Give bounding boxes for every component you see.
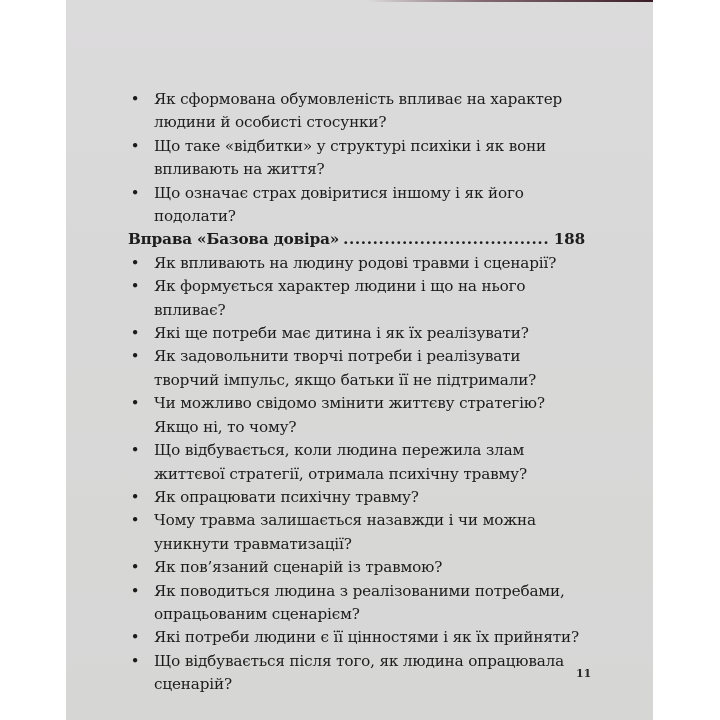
- toc-question-text: Чи можливо свідомо змінити життєву стратегію? Якщо ні, то чому?: [154, 394, 545, 436]
- toc-question-item: [130, 88, 585, 135]
- bullet-icon: •: [130, 581, 140, 600]
- toc-question-text: Як сформована обумовленість впливає на характер людини й особисті стосунки?: [154, 90, 563, 132]
- toc-question-text: Як поводиться людина з реалізованими потребами, опрацьованим сценарієм?: [154, 581, 565, 623]
- toc-question-item: [130, 182, 585, 229]
- bullet-icon: •: [130, 628, 140, 647]
- bullet-icon: •: [130, 136, 140, 155]
- toc-question-item: [130, 626, 585, 649]
- toc-question-item: [130, 345, 585, 392]
- toc-question-text: Що відбувається, коли людина пережила злам життєвої стратегії, отримала психічну травму?: [154, 441, 527, 483]
- bullet-icon: •: [130, 183, 140, 202]
- toc-question-text: Як впливають на людину родові травми і сценарії?: [154, 253, 557, 272]
- page-number: 11: [576, 667, 592, 680]
- toc-question-item: [130, 650, 585, 697]
- bullet-icon: •: [130, 253, 140, 272]
- toc-question-item: [130, 509, 585, 556]
- toc-question-text: Як формується характер людини і що на нього впливає?: [154, 277, 526, 319]
- book-page: [66, 0, 653, 720]
- bullet-icon: •: [130, 651, 140, 670]
- bullet-icon: •: [130, 487, 140, 506]
- bullet-icon: •: [130, 90, 140, 108]
- bullet-icon: •: [130, 558, 140, 577]
- toc-question-item: [130, 580, 585, 627]
- toc-question-item: [130, 252, 585, 275]
- toc-question-text: Що означає страх довіритися іншому і як його подолати?: [154, 183, 524, 226]
- bullet-icon: •: [130, 277, 140, 296]
- section-page-number: 188: [553, 230, 585, 249]
- toc-question-item: [130, 439, 585, 486]
- dot-leader: [343, 228, 550, 251]
- toc-question-item: [130, 556, 585, 579]
- page-top-edge: [366, 0, 653, 2]
- toc-question-text: Як пов’язаний сценарій із травмою?: [154, 558, 443, 577]
- toc-section-entry: [128, 228, 585, 251]
- table-of-contents: [130, 88, 585, 697]
- toc-question-item: [130, 486, 585, 509]
- toc-question-item: [130, 275, 585, 322]
- bullet-icon: •: [130, 394, 140, 413]
- toc-question-text: Як опрацювати психічну травму?: [154, 487, 419, 506]
- bullet-icon: •: [130, 441, 140, 460]
- toc-question-item: [130, 392, 585, 439]
- toc-question-text: Як задовольнити творчі потреби і реалізувати творчий імпульс, якщо батьки її не підтримали?: [154, 347, 537, 389]
- toc-question-item: [130, 322, 585, 345]
- toc-question-text: Які ще потреби має дитина і як їх реалізувати?: [154, 324, 529, 343]
- toc-question-text: Що відбувається після того, як людина опрацювала сценарій?: [154, 651, 565, 694]
- bullet-icon: •: [130, 511, 140, 530]
- toc-question-text: Чому травма залишається назавжди і чи можна уникнути травматизації?: [154, 511, 536, 553]
- toc-question-text: Що таке «відбитки» у структурі психіки і як вони впливають на життя?: [154, 136, 547, 179]
- bullet-icon: •: [130, 347, 140, 366]
- bullet-icon: •: [130, 324, 140, 343]
- toc-question-text: Які потреби людини є її цінностями і як їх прийняти?: [154, 628, 579, 647]
- toc-question-item: [130, 135, 585, 182]
- section-title: Вправа «Базова довіра»: [128, 230, 340, 249]
